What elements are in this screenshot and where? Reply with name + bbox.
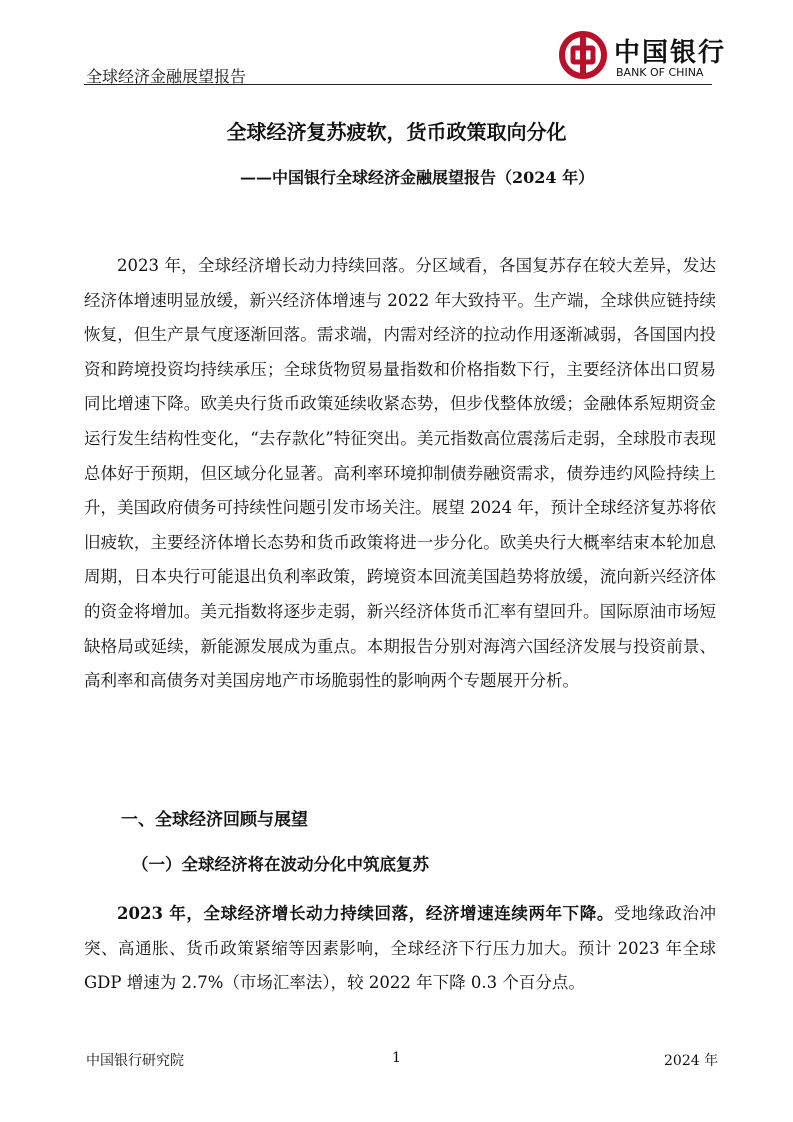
logo-english-name: BANK OF CHINA bbox=[616, 66, 704, 79]
page-title: 全球经济复苏疲软，货币政策取向分化 bbox=[226, 120, 567, 144]
intro-paragraph: 2023 年，全球经济增长动力持续回落。分区域看，各国复苏存在较大差异，发达经济体增速明显放缓，新兴经济体增速与 2022 年大致持平。生产端，全球供应链持续恢复，但生产景气度逐渐回落。需求端，内需对经济的拉动作用逐渐减弱，各国国内投资和跨境投资均持续承压；全球货物贸易量指数和价格指数下行，主要经济体出口贸易同比增速下降。欧美央行货币政策延续收紧态势，但步伐整体放缓；金融体系短期资金运行发生结构性变化，“去存款化”特征突出。美元指数高位震荡后走弱，全球股市表现总体好于预期，但区域分化显著。高利率环境抑制债券融资需求，债券违约风险持续上升，美国政府债务可持续性问题引发市场关注。展望 2024 年，预计全球经济复苏将依旧疲软，主要经济体增长态势和货币政策将进一步分化。欧美央行大概率结束本轮加息周期，日本央行可能退出负利率政策，跨境资本回流美国趋势将放缓，流向新兴经济体的资金将增加。美元指数将逐步走弱，新兴经济体货币汇率有望回升。国际原油市场短缺格局或延续，新能源发展成为重点。本期报告分别对海湾六国经济发展与投资前景、高利率和高债务对美国房地产市场脆弱性的影响两个专题展开分析。 bbox=[84, 256, 716, 691]
bank-logo bbox=[558, 30, 727, 82]
paragraph-rest: 受地缘政治冲突、高通胀、货币政策紧缩等因素影响，全球经济下行压力加大。预计 2023 年全球 GDP 增速为 2.7%（市场汇率法），较 2022 年下降 0.3 个百分点。 bbox=[84, 904, 717, 993]
footer-institute: 中国银行研究院 bbox=[86, 1053, 184, 1069]
header-divider bbox=[84, 84, 712, 85]
page-subtitle: ——中国银行全球经济金融展望报告（2024 年） bbox=[240, 168, 595, 187]
paragraph-lead-sentence: 2023 年，全球经济增长动力持续回落，经济增速连续两年下降。 bbox=[117, 904, 614, 923]
bank-of-china-emblem-icon bbox=[558, 30, 608, 80]
body-paragraph bbox=[84, 897, 716, 1001]
section-heading: 一、全球经济回顾与展望 bbox=[121, 810, 308, 830]
page-number: 1 bbox=[392, 1050, 401, 1066]
footer-year: 2024 年 bbox=[664, 1053, 719, 1069]
logo-chinese-name: 中国银行 bbox=[614, 38, 727, 68]
subsection-heading: （一）全球经济将在波动分化中筑底复苏 bbox=[132, 855, 429, 874]
header-report-name: 全球经济金融展望报告 bbox=[86, 67, 247, 86]
